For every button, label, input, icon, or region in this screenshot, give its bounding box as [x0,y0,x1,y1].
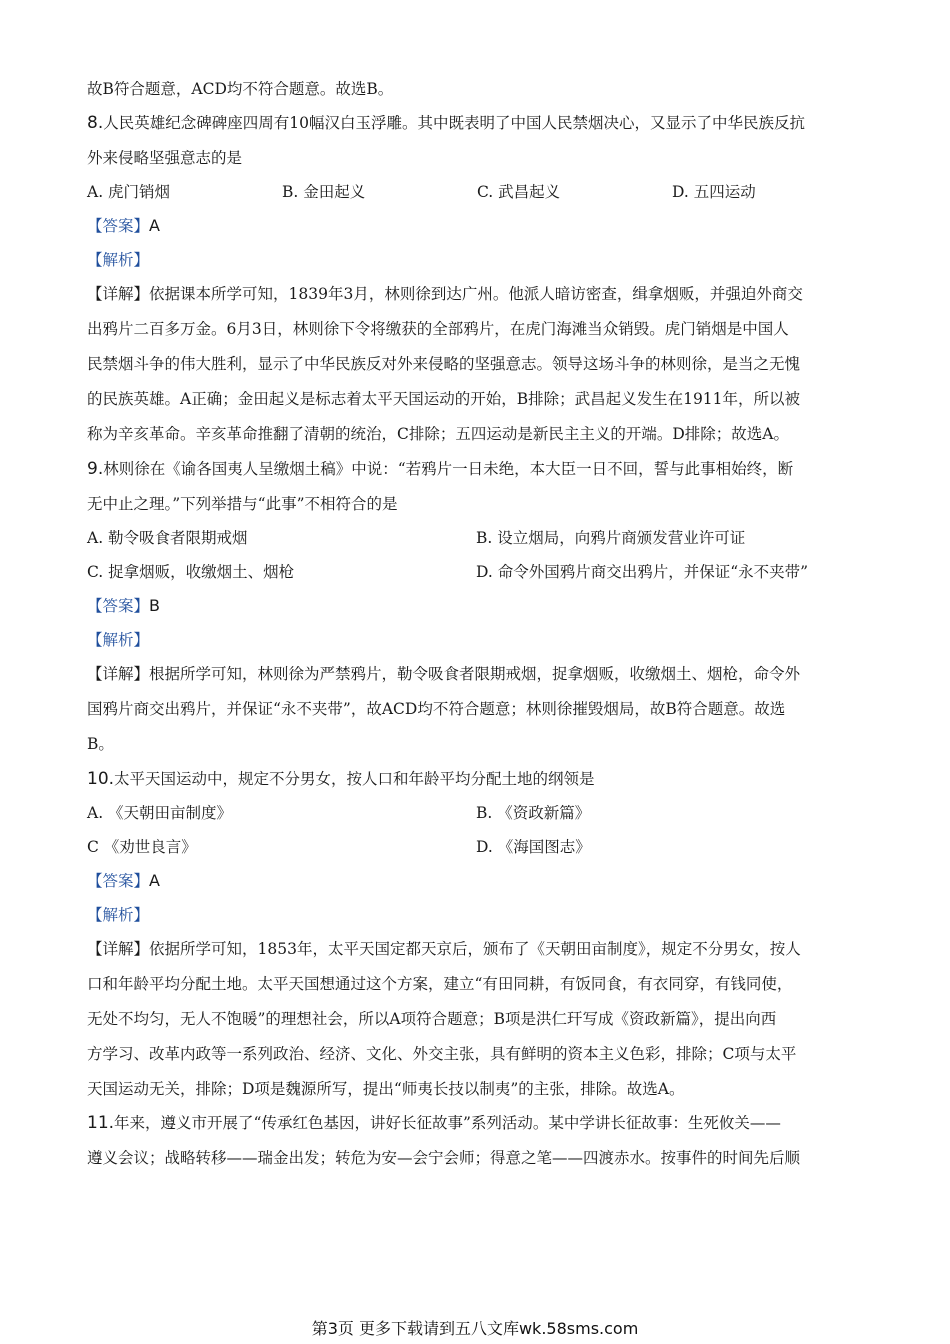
question-stem [87,456,867,482]
option-a: A. 勒令吸食者限期戒烟 [87,529,248,547]
answer-tag: 【答案】 [87,872,150,890]
page-footer: 第3页 更多下载请到五八文库wk.58sms.com [311,1319,639,1338]
detail-text: 依据课本所学可知，1839年3月，林则徐到达广州。他派人暗访密查，缉拿烟贩，并强迫外商交 [149,285,803,303]
option-a: A. 虎门销烟 [87,183,171,201]
detail-line [87,661,867,687]
stem-line: 年来，遵义市开展了“传承红色基因，讲好长征故事”系列活动。某中学讲长征故事：生死攸关—— [114,1114,781,1132]
previous-answer-tail: 故B符合题意，ACD均不符合题意。故选B。 [87,80,394,98]
detail-line: 方学习、改革内政等一系列政治、经济、文化、外交主张，具有鲜明的资本主义色彩，排除；C项与太平 [87,1045,797,1063]
answer-tag: 【答案】 [87,217,150,235]
options-row [87,525,867,551]
options-row [87,559,867,585]
stem-line: 人民英雄纪念碑碑座四周有10幅汉白玉浮雕。其中既表明了中国人民禁烟决心，又显示了中华民族反抗 [103,114,805,132]
options-row [87,800,867,826]
stem-line: 无中止之理。”下列举措与“此事”不相符合的是 [87,495,398,513]
question-8 [87,102,867,447]
detail-line [87,936,867,962]
options-row [87,179,867,205]
analysis-tag: 【解析】 [87,906,150,924]
option-c: C. 武昌起义 [477,183,561,201]
answer-value: B [149,596,160,615]
stem-line: 外来侵略坚强意志的是 [87,149,243,167]
detail-line: 口和年龄平均分配土地。太平天国想通过这个方案，建立“有田同耕，有饭同食，有衣同穿，有钱同使， [87,975,793,993]
option-a: A. 《天朝田亩制度》 [87,804,233,822]
answer-line [87,213,867,239]
detail-tag: 【详解】 [87,665,150,683]
option-c: C 《劝世良言》 [87,838,197,856]
detail-text: 依据所学可知，1853年，太平天国定都天京后，颁布了《天朝田亩制度》，规定不分男女，按人 [149,940,801,958]
option-b: B. 《资政新篇》 [476,804,591,822]
question-9 [87,447,867,757]
detail-line [87,281,867,307]
detail-line: 称为辛亥革命。辛亥革命推翻了清朝的统治，C排除；五四运动是新民主主义的开端。D排除；故选A。 [87,425,789,443]
answer-line [87,868,867,894]
question-stem [87,1110,867,1136]
question-number: 10. [87,769,115,789]
detail-line: 的民族英雄。A正确；金田起义是标志着太平天国运动的开始，B排除；武昌起义发生在1911年，所以被 [87,390,801,408]
answer-line [87,593,867,619]
answer-value: A [149,871,160,890]
detail-line: 出鸦片二百多万金。6月3日，林则徐下令将缴获的全部鸦片，在虎门海滩当众销毁。虎门销烟是中国人 [87,320,789,338]
detail-tag: 【详解】 [87,285,150,303]
detail-line: 天国运动无关，排除；D项是魏源所写，提出“师夷长技以制夷”的主张，排除。故选A。 [87,1080,685,1098]
page-content [87,76,867,1171]
answer-value: A [149,216,160,235]
stem-line: 太平天国运动中，规定不分男女，按人口和年龄平均分配土地的纲领是 [114,770,595,788]
question-stem [87,766,867,792]
option-d: D. 五四运动 [672,183,756,201]
detail-tag: 【详解】 [87,940,150,958]
question-number: 9. [87,459,104,479]
question-number: 8. [87,113,104,133]
option-c: C. 捉拿烟贩，收缴烟土、烟枪 [87,563,295,581]
question-stem [87,110,867,136]
option-d: D. 命令外国鸦片商交出鸦片，并保证“永不夹带” [476,563,809,581]
analysis-tag: 【解析】 [87,251,150,269]
option-b: B. 设立烟局，向鸦片商颁发营业许可证 [476,529,746,547]
stem-line: 林则徐在《谕各国夷人呈缴烟土稿》中说：“若鸦片一日未绝，本大臣一日不回，誓与此事相始终，断 [103,460,794,478]
answer-tag: 【答案】 [87,597,150,615]
question-10 [87,757,867,1102]
options-row [87,834,867,860]
detail-line: 民禁烟斗争的伟大胜利，显示了中华民族反对外来侵略的坚强意志。领导这场斗争的林则徐，是当之无愧 [87,355,801,373]
detail-line: 国鸦片商交出鸦片，并保证“永不夹带”，故ACD均不符合题意；林则徐摧毁烟局，故B符合题意。故选 [87,700,786,718]
detail-line: B。 [87,735,114,753]
detail-text: 根据所学可知，林则徐为严禁鸦片，勒令吸食者限期戒烟，捉拿烟贩，收缴烟土、烟枪，命令外 [149,665,801,683]
detail-line: 无处不均匀，无人不饱暖”的理想社会，所以A项符合题意；B项是洪仁玕写成《资政新篇》，提出向西 [87,1010,777,1028]
question-11 [87,1102,867,1171]
option-b: B. 金田起义 [282,183,366,201]
analysis-tag: 【解析】 [87,631,150,649]
stem-line: 遵义会议；战略转移——瑞金出发；转危为安—会宁会师；得意之笔——四渡赤水。按事件的时间先后顺 [87,1149,801,1167]
option-d: D. 《海国图志》 [476,838,591,856]
question-number: 11. [87,1113,115,1133]
